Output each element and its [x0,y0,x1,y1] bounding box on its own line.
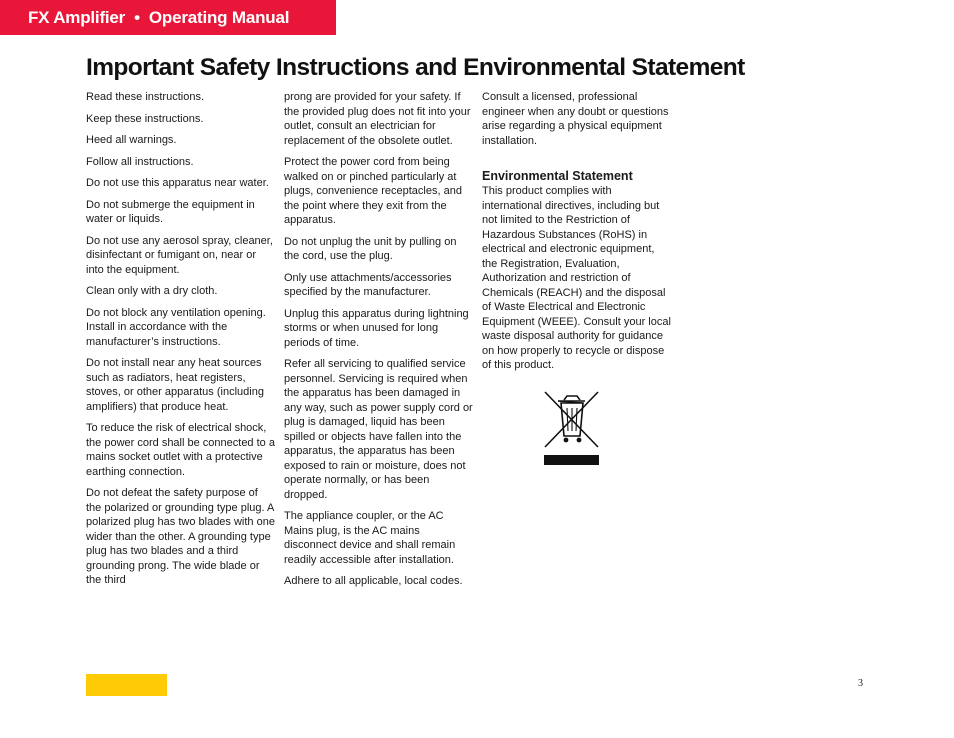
header-product: FX Amplifier [28,7,126,27]
instruction-item: Do not use any aerosol spray, cleaner, disinfectant or fumigant on, near or into the equipment. [86,234,273,276]
header-bar [0,0,336,35]
header-separator: • [134,7,140,27]
instruction-item: Do not unplug the unit by pulling on the cord, use the plug. [284,235,457,262]
instruction-item: Do not use this apparatus near water. [86,177,269,189]
instruction-item: Keep these instructions. [86,112,204,125]
instruction-item: Do not defeat the safety purpose of the polarized or grounding type plug. A polarized plug has two blades with one wider than the other. A grounding type plug has two blades and a third grounding prong. The wide blade or the third [86,487,275,586]
page-title: Important Safety Instructions and Environmental Statement [86,54,745,81]
instruction-item: Do not submerge the equipment in water or liquids. [86,198,255,225]
instruction-item: Read these instructions. [86,91,205,103]
environmental-heading: Environmental Statement [482,169,633,183]
crossed-out-wheelie-bin-icon [543,390,600,466]
instruction-item: Do not block any ventilation opening. Install in accordance with the manufacturer’s instructions. [86,306,266,348]
instruction-item: Do not install near any heat sources such as radiators, heat registers, stoves, or other apparatus (including amplifiers) that produce heat. [86,357,264,413]
column-3 [482,90,672,380]
instruction-item: Clean only with a dry cloth. [86,285,218,297]
instruction-item: Consult a licensed, professional engineer when any doubt or questions arise regarding a physical equipment installation. [482,91,669,147]
instruction-item: Follow all instructions. [86,155,194,168]
instruction-item: prong are provided for your safety. If the provided plug does not fit into your outlet, consult an electrician for replacement of the obsolete outlet. [284,91,471,147]
column-1 [86,90,276,595]
instruction-item: Only use attachments/accessories specified by the manufacturer. [284,271,452,298]
instruction-item: Heed all warnings. [86,134,177,146]
footer-tab [86,674,167,696]
header-manual: Operating Manual [148,7,290,27]
instruction-item: Adhere to all applicable, local codes. [284,575,463,587]
column-2 [284,90,474,596]
instruction-item: To reduce the risk of electrical shock, the power cord shall be connected to a mains socket outlet with a protective earthing connection. [86,422,275,478]
instruction-item: Protect the power cord from being walked on or pinched particularly at plugs, convenience receptacles, and the point where they exit from the apparatus. [284,156,462,226]
instruction-item: The appliance coupler, or the AC Mains plug, is the AC mains disconnect device and shall remain readily accessible after installation. [284,510,456,566]
page-number: 3 [858,678,863,689]
instruction-item: Unplug this apparatus during lightning storms or when unused for long periods of time. [284,307,469,349]
environmental-body: This product complies with international directives, including but not limited to the Restriction of Hazardous Substances (RoHS) in electrical and electronic equipment, the Registration, Evaluation, Authorization and restriction of Chemicals (REACH) and the disposal of Waste Electrical and Electronic Equipment (WEEE). Consult your local waste disposal authority for guidance on how properly to recycle or dispose of this product. [482,185,671,371]
instruction-item: Refer all servicing to qualified service personnel. Servicing is required when the apparatus has been damaged in any way, such as power supply cord or plug is damaged, liquid has been spilled or objects have fallen into the apparatus, the apparatus has been exposed to rain or moisture, does not operate normally, or has been dropped. [284,358,473,501]
